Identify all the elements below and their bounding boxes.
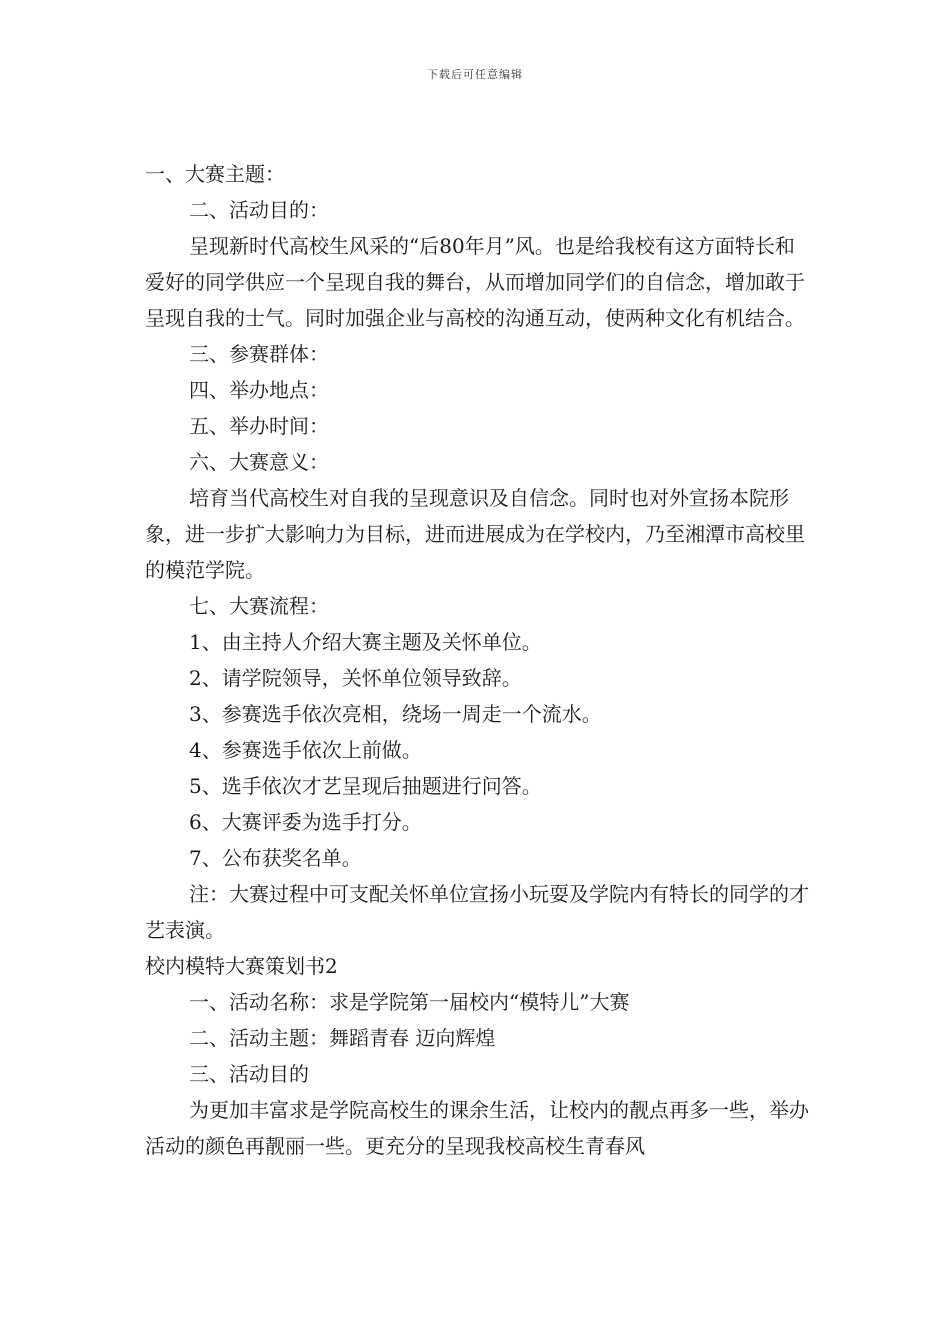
process-step: 4、参赛选手依次上前做。 <box>189 738 422 762</box>
document-subtitle: 校内模特大赛策划书2 <box>145 954 338 978</box>
section-heading-activity-purpose: 三、活动目的 <box>189 1062 309 1086</box>
section-heading-participants: 三、参赛群体： <box>189 342 329 366</box>
process-step: 3、参赛选手依次亮相，绕场一周走一个流水。 <box>189 702 602 726</box>
process-step: 1、由主持人介绍大赛主题及关怀单位。 <box>189 630 542 654</box>
process-step: 7、公布获奖名单。 <box>189 846 362 870</box>
section-heading-activity-theme: 二、活动主题：舞蹈青春 迈向辉煌 <box>189 1026 496 1050</box>
document-body <box>145 156 810 1164</box>
paragraph-activity-purpose: 为更加丰富求是学院高校生的课余生活，让校内的靓点再多一些，举办活动的颜色再靓丽一些。更充分的呈现我校高校生青春风 <box>145 1098 809 1158</box>
section-heading-venue: 四、举办地点： <box>189 378 329 402</box>
section-heading-process: 七、大赛流程： <box>189 594 329 618</box>
section-heading-time: 五、举办时间： <box>189 414 329 438</box>
process-step: 5、选手依次才艺呈现后抽题进行问答。 <box>189 774 542 798</box>
paragraph-significance: 培育当代高校生对自我的呈现意识及自信念。同时也对外宣扬本院形象，进一步扩大影响力为目标，进而进展成为在学校内，乃至湘潭市高校里的模范学院。 <box>145 486 805 582</box>
paragraph-note: 注：大赛过程中可支配关怀单位宣扬小玩耍及学院内有特长的同学的才艺表演。 <box>145 882 809 942</box>
section-heading-purpose: 二、活动目的： <box>189 198 329 222</box>
process-step: 6、大赛评委为选手打分。 <box>189 810 422 834</box>
page-header: 下载后可任意编辑 <box>427 68 523 81</box>
section-heading-activity-name: 一、活动名称：求是学院第一届校内“模特儿”大赛 <box>189 990 630 1014</box>
process-step: 2、请学院领导，关怀单位领导致辞。 <box>189 666 522 690</box>
paragraph-purpose: 呈现新时代高校生风采的“后80年月”风。也是给我校有这方面特长和爱好的同学供应一个呈现自我的舞台，从而增加同学们的自信念，增加敢于呈现自我的士气。同时加强企业与高校的沟通互动，使两种文化有机结合。 <box>145 234 805 330</box>
section-heading-significance: 六、大赛意义： <box>189 450 329 474</box>
section-heading-theme: 一、大赛主题： <box>145 162 285 186</box>
